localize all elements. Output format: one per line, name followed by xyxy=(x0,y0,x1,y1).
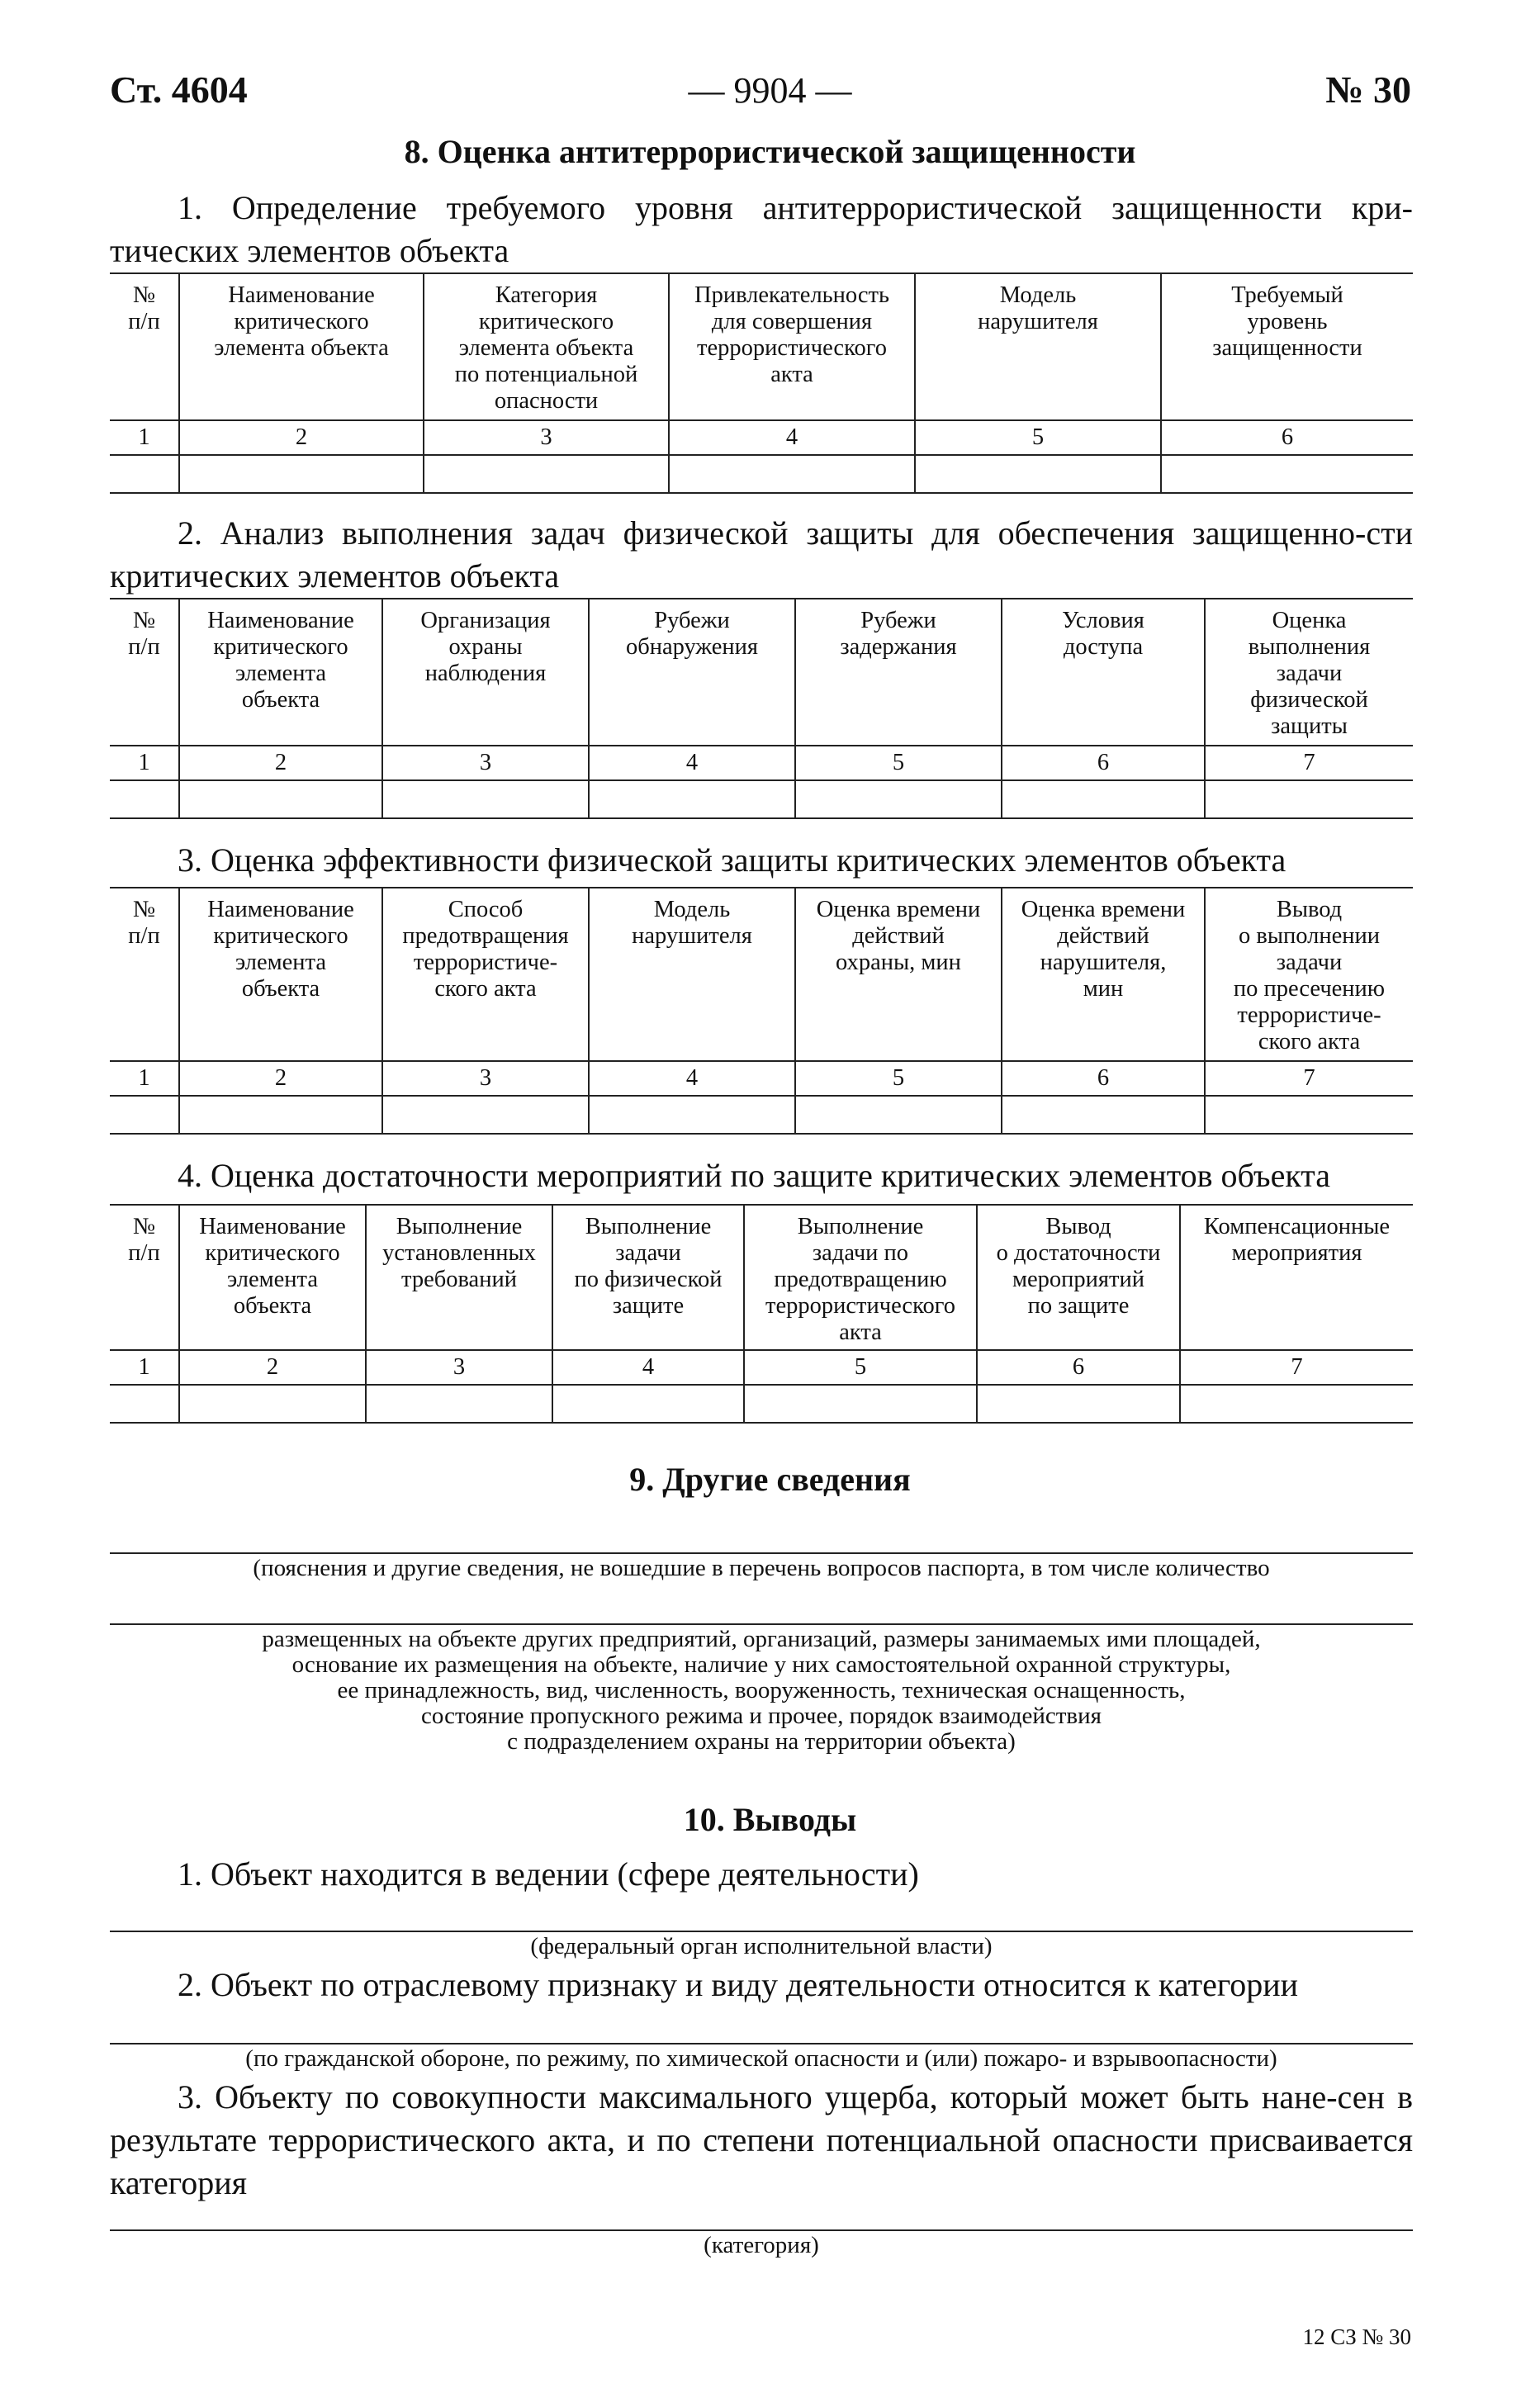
header-cell: Компенсационные мероприятия xyxy=(1180,1205,1413,1350)
section-8-point-4-text: 4. Оценка достаточности мероприятий по защите критических элементов объекта xyxy=(178,1157,1330,1194)
header-cell: № п/п xyxy=(110,273,179,420)
empty-cell xyxy=(1205,1096,1413,1134)
column-number: 4 xyxy=(669,420,915,455)
empty-cell xyxy=(1205,780,1413,818)
column-number: 3 xyxy=(366,1350,552,1385)
column-number-row xyxy=(110,746,1413,780)
section-8-point-3-text: 3. Оценка эффективности физической защиты критических элементов объекта xyxy=(178,841,1286,879)
empty-cell xyxy=(552,1385,744,1423)
empty-data-row xyxy=(110,455,1413,493)
header-cell: № п/п xyxy=(110,888,179,1061)
empty-cell xyxy=(382,780,589,818)
column-number: 5 xyxy=(744,1350,977,1385)
empty-data-row xyxy=(110,1096,1413,1134)
table-header-row xyxy=(110,273,1413,420)
empty-cell xyxy=(795,780,1002,818)
issue-number: № 30 xyxy=(1325,69,1411,111)
column-number: 6 xyxy=(1161,420,1413,455)
empty-cell xyxy=(179,1096,382,1134)
column-number: 7 xyxy=(1205,746,1413,780)
section-9-title: 9. Другие сведения xyxy=(629,1461,911,1498)
header-cell: Рубежи обнаружения xyxy=(589,599,795,746)
page-footer-signature: 12 СЗ № 30 xyxy=(1302,2324,1411,2349)
empty-data-row xyxy=(110,780,1413,818)
column-number: 4 xyxy=(552,1350,744,1385)
empty-cell xyxy=(110,455,179,493)
section-8-title: 8. Оценка антитеррористической защищенности xyxy=(404,133,1136,170)
section-10-point-2-text: 2. Объект по отраслевому признаку и виду деятельности относится к категории xyxy=(178,1966,1299,2003)
column-number-row xyxy=(110,420,1413,455)
page-number: — 9904 — xyxy=(688,70,852,111)
empty-cell xyxy=(589,780,795,818)
empty-cell xyxy=(589,1096,795,1134)
empty-cell xyxy=(915,455,1161,493)
section-8-point-2-text: 2. Анализ выполнения задач физической защиты для обеспечения защищенно-сти критических элементов объекта xyxy=(110,514,1413,595)
empty-cell xyxy=(179,455,424,493)
empty-cell xyxy=(179,780,382,818)
column-number: 5 xyxy=(915,420,1161,455)
section-10-caption-2: (по гражданской обороне, по режиму, по химической опасности и (или) пожаро- и взрывоопасности) xyxy=(245,2045,1277,2072)
empty-cell xyxy=(110,1096,179,1134)
header-cell: Условия доступа xyxy=(1002,599,1205,746)
column-number: 3 xyxy=(382,1061,589,1096)
column-number: 6 xyxy=(1002,746,1205,780)
empty-cell xyxy=(1161,455,1413,493)
section-9-caption-2: размещенных на объекте других предприятий, организаций, размеры занимаемых ими площадей, основание их размещения на объекте, наличие у них самостоятельной охранной структуры, ее принадлежность, вид, численность, вооруженность, техническая оснащенность, состояние пропускного режима и прочее, порядок взаимодействия с подразделением охраны на территории объекта) xyxy=(262,1626,1261,1755)
column-number: 5 xyxy=(795,746,1002,780)
empty-cell xyxy=(1002,780,1205,818)
empty-cell xyxy=(110,1385,179,1423)
empty-cell xyxy=(744,1385,977,1423)
column-number: 6 xyxy=(1002,1061,1205,1096)
table-measures-sufficiency xyxy=(110,1204,1413,1424)
table-physical-protection-analysis xyxy=(110,598,1413,819)
column-number: 5 xyxy=(795,1061,1002,1096)
header-cell: Оценка выполнения задачи физической защиты xyxy=(1205,599,1413,746)
header-cell: Наименование критического элемента объекта xyxy=(179,888,382,1061)
column-number-row xyxy=(110,1061,1413,1096)
header-cell: Модель нарушителя xyxy=(589,888,795,1061)
fill-in-line xyxy=(110,1552,1413,1554)
header-cell: Выполнение установленных требований xyxy=(366,1205,552,1350)
section-8-point-2 xyxy=(110,512,1413,598)
column-number: 7 xyxy=(1205,1061,1413,1096)
header-cell: Оценка времени действий нарушителя, мин xyxy=(1002,888,1205,1061)
empty-cell xyxy=(424,455,669,493)
column-number: 2 xyxy=(179,1061,382,1096)
section-8-point-3 xyxy=(110,839,1413,882)
empty-data-row xyxy=(110,1385,1413,1423)
section-10-point-2 xyxy=(110,1964,1413,2007)
column-number: 2 xyxy=(179,1350,366,1385)
table-critical-elements-protection-level xyxy=(110,272,1413,494)
column-number: 3 xyxy=(382,746,589,780)
header-cell: Наименование критического элемента объекта xyxy=(179,599,382,746)
table-header-row xyxy=(110,1205,1413,1350)
header-cell: Наименование критического элемента объекта xyxy=(179,1205,366,1350)
header-cell: Требуемый уровень защищенности xyxy=(1161,273,1413,420)
header-cell: № п/п xyxy=(110,1205,179,1350)
header-cell: Наименование критического элемента объекта xyxy=(179,273,424,420)
empty-cell xyxy=(382,1096,589,1134)
header-cell: Вывод о выполнении задачи по пресечению террористиче- ского акта xyxy=(1205,888,1413,1061)
section-9-caption-1: (пояснения и другие сведения, не вошедшие в перечень вопросов паспорта, в том числе количество xyxy=(253,1555,1270,1581)
empty-cell xyxy=(669,455,915,493)
header-cell: Рубежи задержания xyxy=(795,599,1002,746)
column-number: 3 xyxy=(424,420,669,455)
column-number: 4 xyxy=(589,746,795,780)
header-cell: Модель нарушителя xyxy=(915,273,1161,420)
column-number-row xyxy=(110,1350,1413,1385)
empty-cell xyxy=(110,780,179,818)
empty-cell xyxy=(1002,1096,1205,1134)
section-10-title: 10. Выводы xyxy=(683,1801,857,1838)
column-number: 6 xyxy=(977,1350,1180,1385)
header-cell: Привлекательность для совершения террористического акта xyxy=(669,273,915,420)
column-number: 1 xyxy=(110,420,179,455)
article-number: Ст. 4604 xyxy=(110,69,248,111)
table-header-row xyxy=(110,888,1413,1061)
header-cell: Категория критического элемента объекта по потенциальной опасности xyxy=(424,273,669,420)
header-cell: Выполнение задачи по предотвращению террористического акта xyxy=(744,1205,977,1350)
header-cell: Способ предотвращения террористиче- ского акта xyxy=(382,888,589,1061)
empty-cell xyxy=(1180,1385,1413,1423)
section-8-point-1-text: 1. Определение требуемого уровня антитеррористической защищенности кри-тических элементов объекта xyxy=(110,189,1413,269)
column-number: 2 xyxy=(179,746,382,780)
fill-in-line xyxy=(110,2043,1413,2044)
section-10-caption-1: (федеральный орган исполнительной власти) xyxy=(530,1933,993,1959)
table-physical-protection-efficiency xyxy=(110,887,1413,1135)
fill-in-line xyxy=(110,1931,1413,1932)
header-cell: Выполнение задачи по физической защите xyxy=(552,1205,744,1350)
section-10-point-1-text: 1. Объект находится в ведении (сфере деятельности) xyxy=(178,1855,919,1893)
column-number: 1 xyxy=(110,746,179,780)
empty-cell xyxy=(366,1385,552,1423)
section-10-point-3 xyxy=(110,2076,1413,2205)
empty-cell xyxy=(179,1385,366,1423)
column-number: 4 xyxy=(589,1061,795,1096)
empty-cell xyxy=(795,1096,1002,1134)
header-cell: Оценка времени действий охраны, мин xyxy=(795,888,1002,1061)
header-cell: Вывод о достаточности мероприятий по защите xyxy=(977,1205,1180,1350)
column-number: 2 xyxy=(179,420,424,455)
section-10-caption-3: (категория) xyxy=(704,2232,819,2258)
section-10-point-3-text: 3. Объекту по совокупности максимального ущерба, который может быть нане-сен в результате террористического акта, и по степени потенциальной опасности присваивается категория xyxy=(110,2078,1413,2201)
section-10-point-1 xyxy=(110,1853,1413,1896)
column-number: 1 xyxy=(110,1061,179,1096)
section-8-point-1 xyxy=(110,187,1413,272)
fill-in-line xyxy=(110,2229,1413,2231)
empty-cell xyxy=(977,1385,1180,1423)
column-number: 1 xyxy=(110,1350,179,1385)
header-cell: Организация охраны наблюдения xyxy=(382,599,589,746)
table-header-row xyxy=(110,599,1413,746)
fill-in-line xyxy=(110,1623,1413,1625)
column-number: 7 xyxy=(1180,1350,1413,1385)
header-cell: № п/п xyxy=(110,599,179,746)
section-8-point-4 xyxy=(110,1154,1413,1197)
